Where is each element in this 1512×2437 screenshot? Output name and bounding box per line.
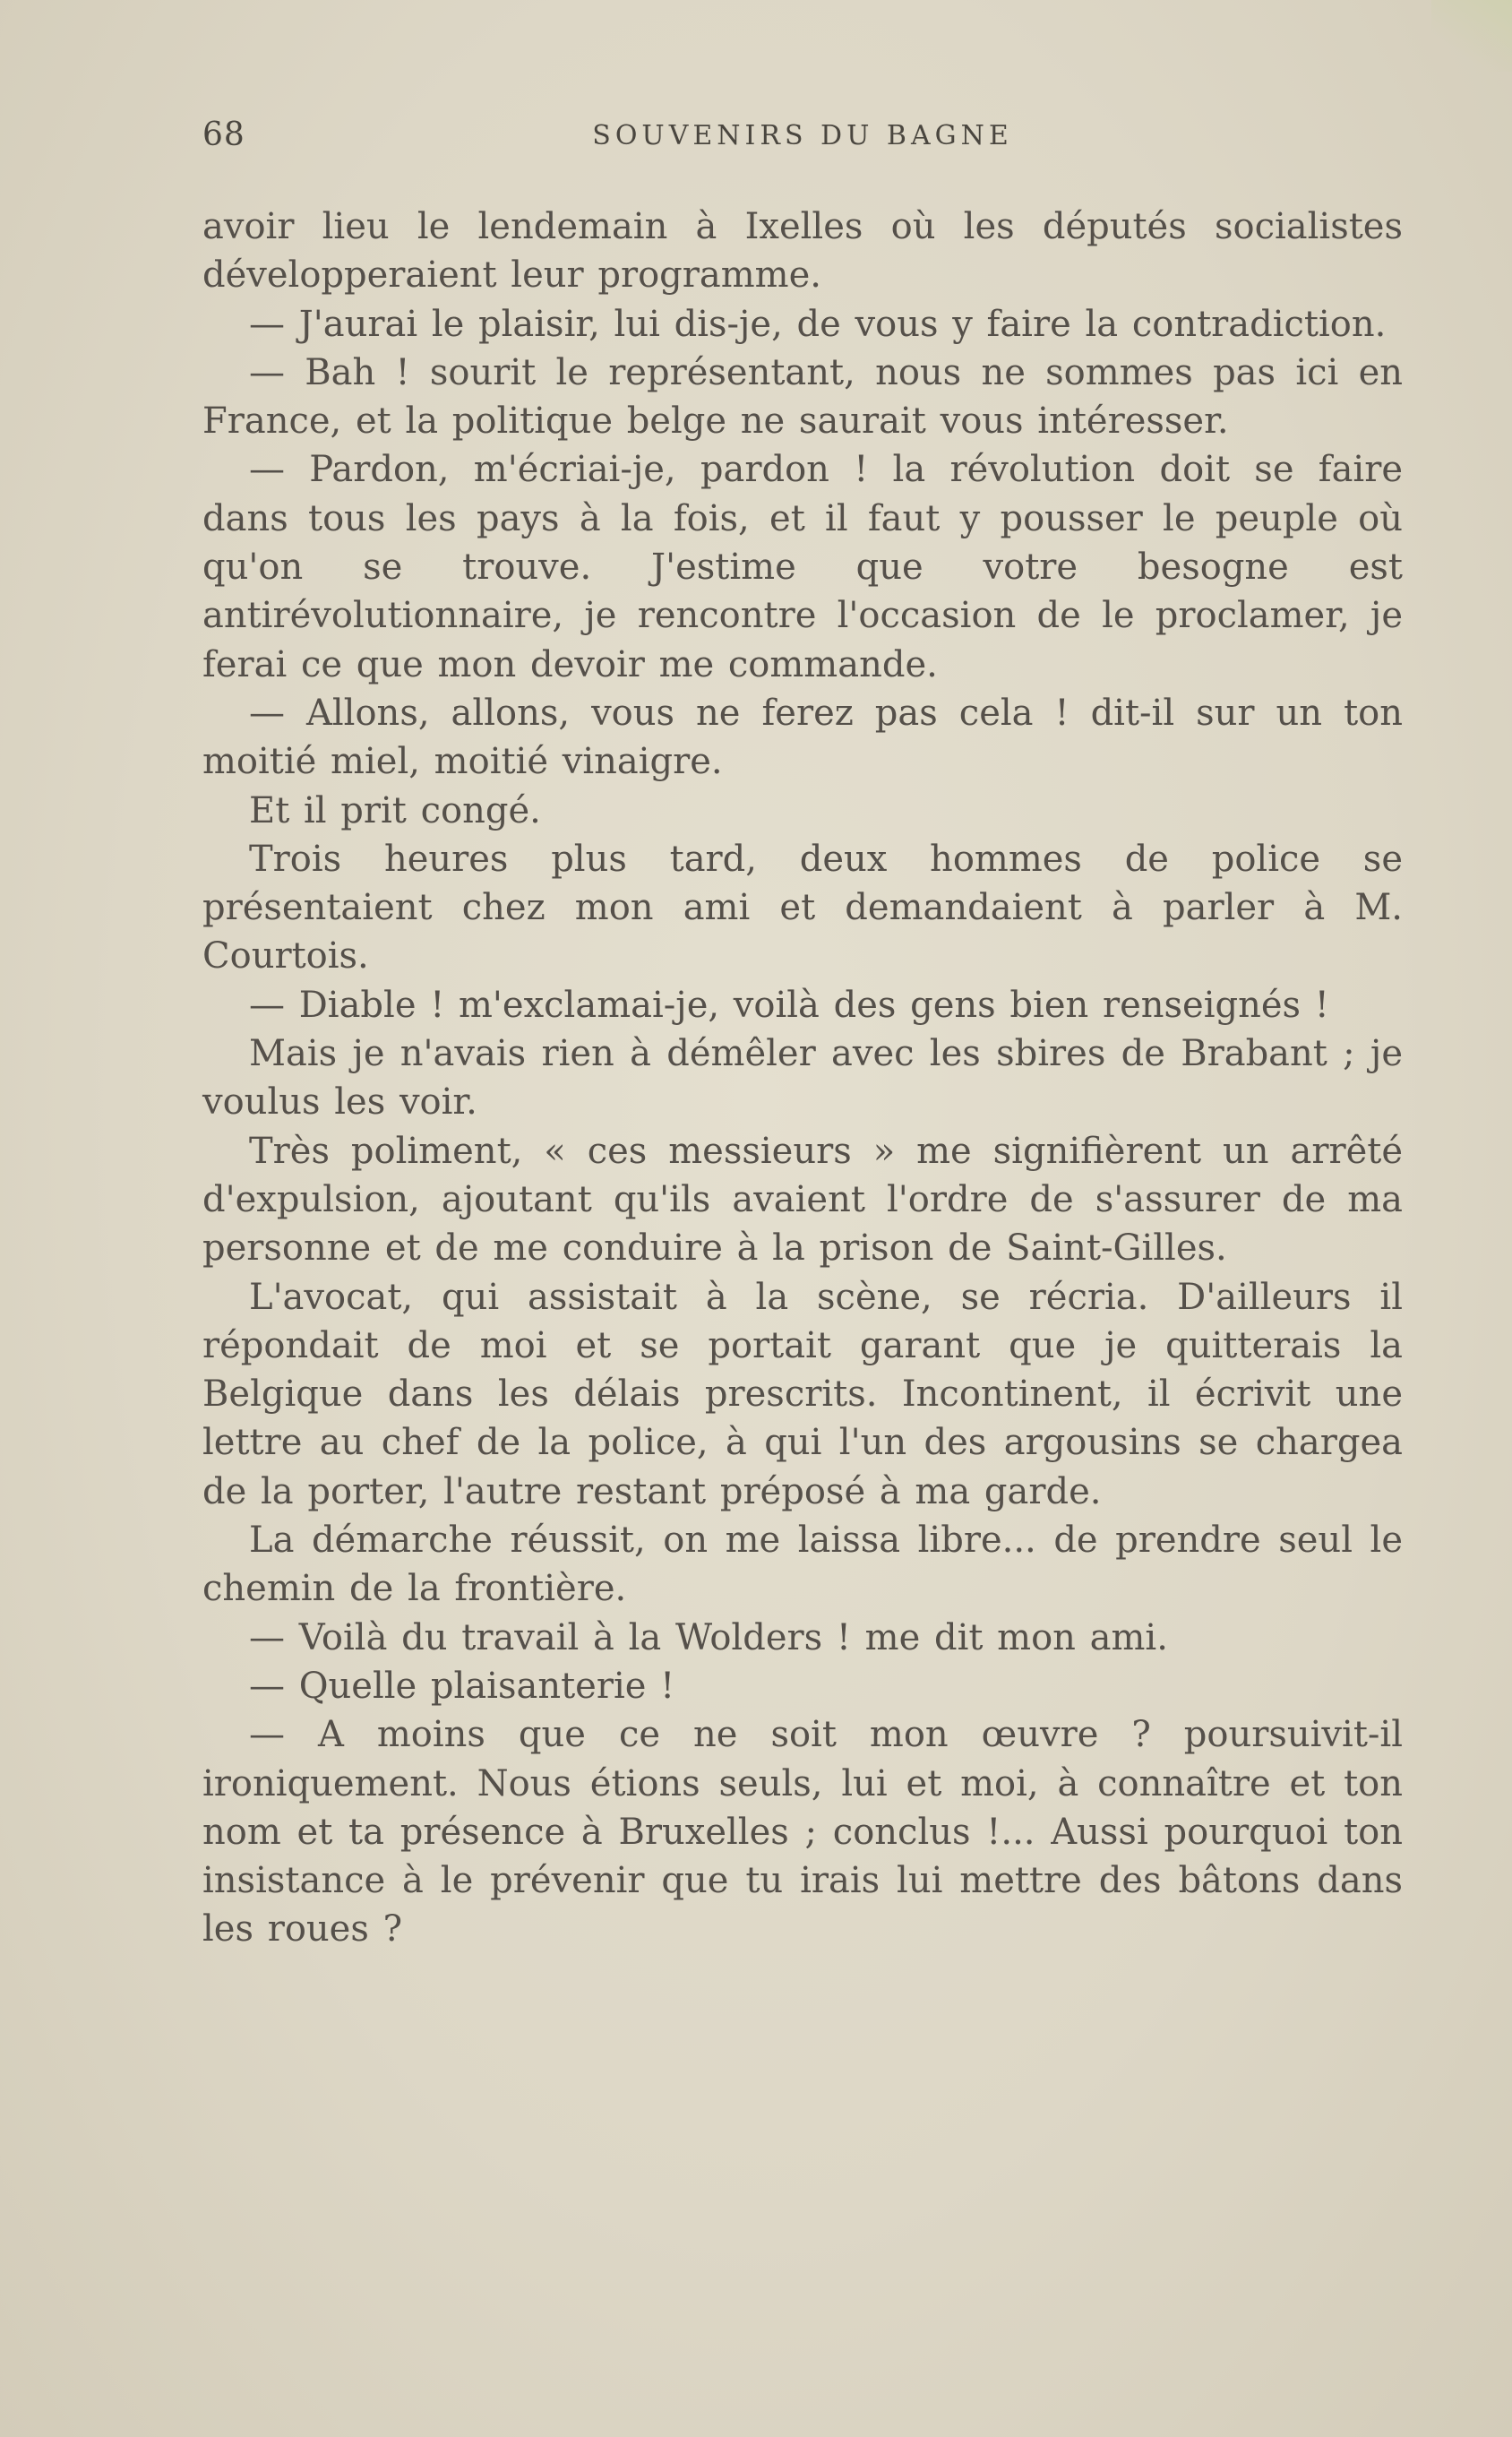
paragraph-6: Et il prit congé. xyxy=(249,789,541,831)
paragraph-11: L'avocat, qui assistait à la scène, se récria. D'ailleurs il répondait de moi et se portait garant que je quitterais la Belgique dans les délais prescrits. Incontinent, il écrivit une lettre au chef de la police, à qui l'un des argousins se chargea de la porter, l'autre restant préposé à ma garde. xyxy=(202,1276,1403,1512)
running-title: SOUVENIRS DU BAGNE xyxy=(592,120,1013,151)
paragraph-1: avoir lieu le lendemain à Ixelles où les députés socialistes développeraient leur programme. xyxy=(202,206,1403,297)
page-corner-stain xyxy=(1431,0,1512,72)
page-number: 68 xyxy=(202,116,245,153)
paragraph-15: — A moins que ce ne soit mon œuvre ? poursuivit-il ironiquement. Nous étions seuls, lui et moi, à connaître et ton nom et ta présence à Bruxelles ; conclus !... Aussi pourquoi ton insistance à le prévenir que tu irais lui mettre des bâtons dans les roues ? xyxy=(202,1714,1403,1950)
paragraph-4: — Pardon, m'écriai-je, pardon ! la révolution doit se faire dans tous les pays à la fois, et il faut y pousser le peuple où qu'on se trouve. J'estime que votre besogne est antirévolutionnaire, je rencontre l'occasion de le proclamer, je ferai ce que mon devoir me commande. xyxy=(202,449,1403,685)
paragraph-5: — Allons, allons, vous ne ferez pas cela ! dit-il sur un ton moitié miel, moitié vinaigre. xyxy=(202,692,1403,783)
paragraph-10: Très poliment, « ces messieurs » me signifièrent un arrêté d'expulsion, ajoutant qu'ils avaient l'ordre de s'assurer de ma personne et de me conduire à la prison de Saint-Gilles. xyxy=(202,1130,1403,1270)
paragraph-13: — Voilà du travail à la Wolders ! me dit mon ami. xyxy=(249,1616,1168,1658)
paragraph-7: Trois heures plus tard, deux hommes de police se présentaient chez mon ami et demandaient à parler à M. Courtois. xyxy=(202,838,1403,977)
paragraph-12: La démarche réussit, on me laissa libre... de prendre seul le chemin de la frontière. xyxy=(202,1520,1403,1610)
paragraph-2: — J'aurai le plaisir, lui dis-je, de vous y faire la contradiction. xyxy=(249,303,1387,345)
page-header xyxy=(202,116,1403,170)
paragraph-14: — Quelle plaisanterie ! xyxy=(249,1665,675,1707)
paragraph-8: — Diable ! m'exclamai-je, voilà des gens bien renseignés ! xyxy=(249,984,1329,1026)
page-body xyxy=(202,202,1403,1954)
paragraph-9: Mais je n'avais rien à démêler avec les sbires de Brabant ; je voulus les voir. xyxy=(202,1033,1403,1124)
paragraph-3: — Bah ! sourit le représentant, nous ne sommes pas ici en France, et la politique belge ne saurait vous intéresser. xyxy=(202,351,1403,443)
